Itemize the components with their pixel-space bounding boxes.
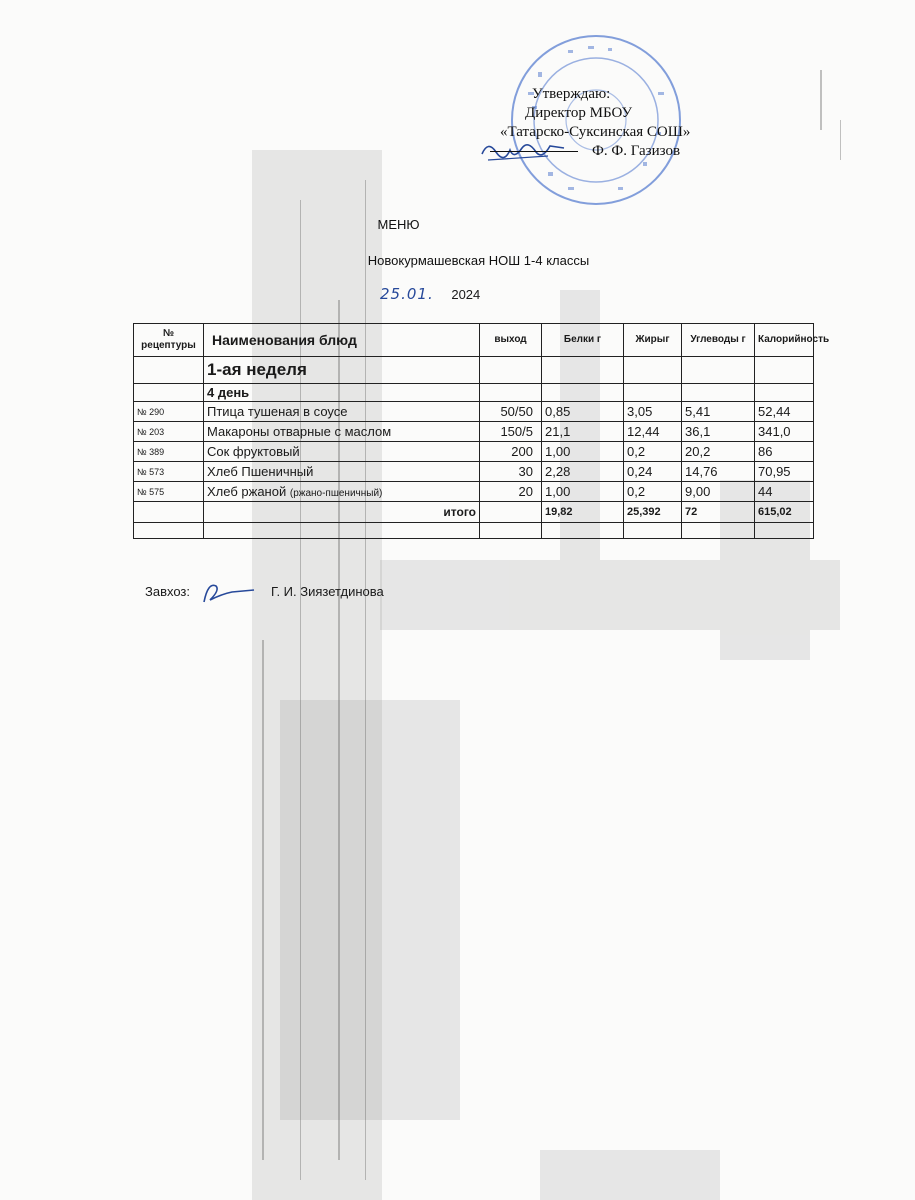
cell-output: 20 [480, 482, 542, 502]
cell-recipe: № 573 [134, 462, 204, 482]
cell-name: Макароны отварные с маслом [204, 422, 480, 442]
cell-calories: 341,0 [755, 422, 814, 442]
cell-carbs: 5,41 [682, 402, 755, 422]
total-protein: 19,82 [542, 502, 624, 523]
approval-position: Директор МБОУ [525, 105, 633, 121]
cell-protein: 21,1 [542, 422, 624, 442]
total-fat: 25,392 [624, 502, 682, 523]
table-row [134, 442, 814, 462]
document-title: МЕНЮ [377, 217, 420, 232]
cell-output: 150/5 [480, 422, 542, 442]
empty-row [134, 523, 814, 539]
cell-output: 50/50 [480, 402, 542, 422]
menu-date [380, 285, 480, 303]
table-row [134, 422, 814, 442]
handwritten-date: 25.01. [380, 285, 434, 303]
week-row [134, 357, 814, 384]
approval-block [470, 85, 730, 161]
cell-recipe: № 575 [134, 482, 204, 502]
header-fat: Жирыг [624, 324, 682, 357]
cell-carbs: 20,2 [682, 442, 755, 462]
cell-fat: 0,2 [624, 442, 682, 462]
cell-name: Птица тушеная в соусе [204, 402, 480, 422]
cell-name: Хлеб Пшеничный [204, 462, 480, 482]
director-name: Ф. Ф. Газизов [592, 143, 681, 159]
header-carbs: Углеводы г [682, 324, 755, 357]
signature-line [490, 151, 578, 152]
cell-fat: 12,44 [624, 422, 682, 442]
cell-recipe: № 290 [134, 402, 204, 422]
cell-name: Хлеб ржаной (ржано-пшеничный) [204, 482, 480, 502]
cell-recipe: № 203 [134, 422, 204, 442]
cell-carbs: 14,76 [682, 462, 755, 482]
header-recipe: № рецептуры [134, 324, 204, 357]
total-carbs: 72 [682, 502, 755, 523]
school-name: Новокурмашевская НОШ 1-4 классы [367, 253, 590, 268]
table-row [134, 402, 814, 422]
cell-carbs: 9,00 [682, 482, 755, 502]
menu-table [133, 323, 830, 539]
cell-calories: 44 [755, 482, 814, 502]
cell-fat: 3,05 [624, 402, 682, 422]
day-row [134, 384, 814, 402]
storekeeper-label: Завхоз: [145, 584, 190, 599]
header-protein: Белки г [542, 324, 624, 357]
cell-carbs: 36,1 [682, 422, 755, 442]
header-calories: Калорийность [755, 324, 814, 357]
header-name: Наименования блюд [204, 324, 480, 357]
cell-protein: 2,28 [542, 462, 624, 482]
day-label: 4 день [204, 384, 480, 402]
cell-name: Сок фруктовый [204, 442, 480, 462]
week-label: 1-ая неделя [204, 357, 480, 384]
cell-fat: 0,2 [624, 482, 682, 502]
storekeeper-signature [198, 578, 258, 608]
total-label: итого [204, 502, 480, 523]
cell-protein: 0,85 [542, 402, 624, 422]
total-calories: 615,02 [755, 502, 814, 523]
storekeeper-name: Г. И. Зиязетдинова [271, 584, 384, 599]
cell-protein: 1,00 [542, 442, 624, 462]
cell-calories: 86 [755, 442, 814, 462]
cell-recipe: № 389 [134, 442, 204, 462]
approval-school: «Татарско-Суксинская СОШ» [500, 124, 691, 140]
approval-heading: Утверждаю: [532, 86, 611, 102]
storekeeper-line [145, 584, 384, 599]
menu-year: 2024 [451, 287, 481, 302]
cell-calories: 70,95 [755, 462, 814, 482]
table-row [134, 462, 814, 482]
total-row [134, 502, 814, 523]
cell-fat: 0,24 [624, 462, 682, 482]
cell-protein: 1,00 [542, 482, 624, 502]
cell-output: 200 [480, 442, 542, 462]
cell-output: 30 [480, 462, 542, 482]
table-row [134, 482, 814, 502]
header-output: выход [480, 324, 542, 357]
table-header-row [134, 324, 814, 357]
cell-calories: 52,44 [755, 402, 814, 422]
